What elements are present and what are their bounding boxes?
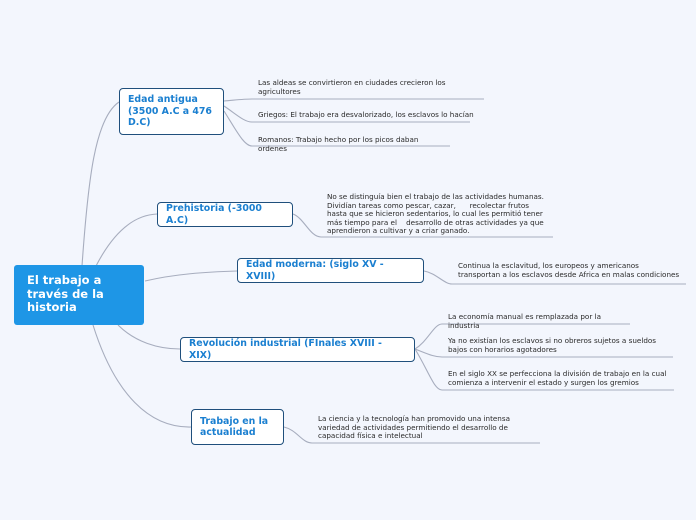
topic-edad-antigua[interactable] — [119, 88, 224, 135]
topic-trabajo-actualidad[interactable] — [191, 409, 284, 445]
topic-label: Trabajo en la actualidad — [200, 415, 269, 438]
topic-label: Edad moderna: (siglo XV - XVIII) — [246, 259, 384, 282]
topic-label: Prehistoria (-3000 A.C) — [166, 203, 262, 226]
note-text: Las aldeas se convirtieron en ciudades crecieron los agricultores — [258, 78, 448, 96]
connector-line — [145, 271, 237, 281]
connector-line — [82, 102, 119, 266]
central-topic-label: El trabajo a través de la historia — [27, 273, 104, 314]
note-text: Romanos: Trabajo hecho por los picos daban ordenes — [258, 135, 421, 153]
topic-label: Edad antigua (3500 A.C a 476 D.C) — [128, 94, 212, 129]
note-text: No se distinguía bien el trabajo de las actividades humanas. Dividían tareas como pescar, cazar, recolectar frutos hasta que se hicieron sedentarios, lo cual les permitió tener más tiempo para el desarrollo de otras actividades ya que aprendieron a cultivar y a criar ganado. — [327, 192, 547, 236]
connector-line — [96, 214, 157, 266]
topic-edad-moderna[interactable] — [237, 258, 424, 283]
connector-line — [224, 99, 484, 101]
connector-line — [93, 325, 191, 427]
note-text: Griegos: El trabajo era desvalorizado, los esclavos lo hacían — [258, 110, 474, 119]
note-text: En el siglo XX se perfecciona la división de trabajo en la cual comienza a intervenir el estado y surgen los gremios — [448, 369, 669, 387]
note-text: La ciencia y la tecnología han promovido una intensa variedad de actividades permitiendo el desarrollo de capacidad física e intelectual — [318, 414, 513, 441]
central-topic[interactable] — [14, 265, 144, 325]
note-text: La economía manual es remplazada por la industria — [448, 312, 604, 330]
topic-label: Revolución industrial (FInales XVIII - XIX) — [189, 338, 382, 361]
topic-prehistoria[interactable] — [157, 202, 293, 227]
note-text: Ya no existían los esclavos si no obreros sujetos a sueldos bajos con horarios agotadores — [448, 336, 659, 354]
topic-revolucion-industrial[interactable] — [180, 337, 415, 362]
note-text: Continua la esclavitud, los europeos y americanos transportan a los esclavos desde Africa en malas condiciones — [458, 261, 680, 279]
connector-line — [118, 325, 180, 349]
